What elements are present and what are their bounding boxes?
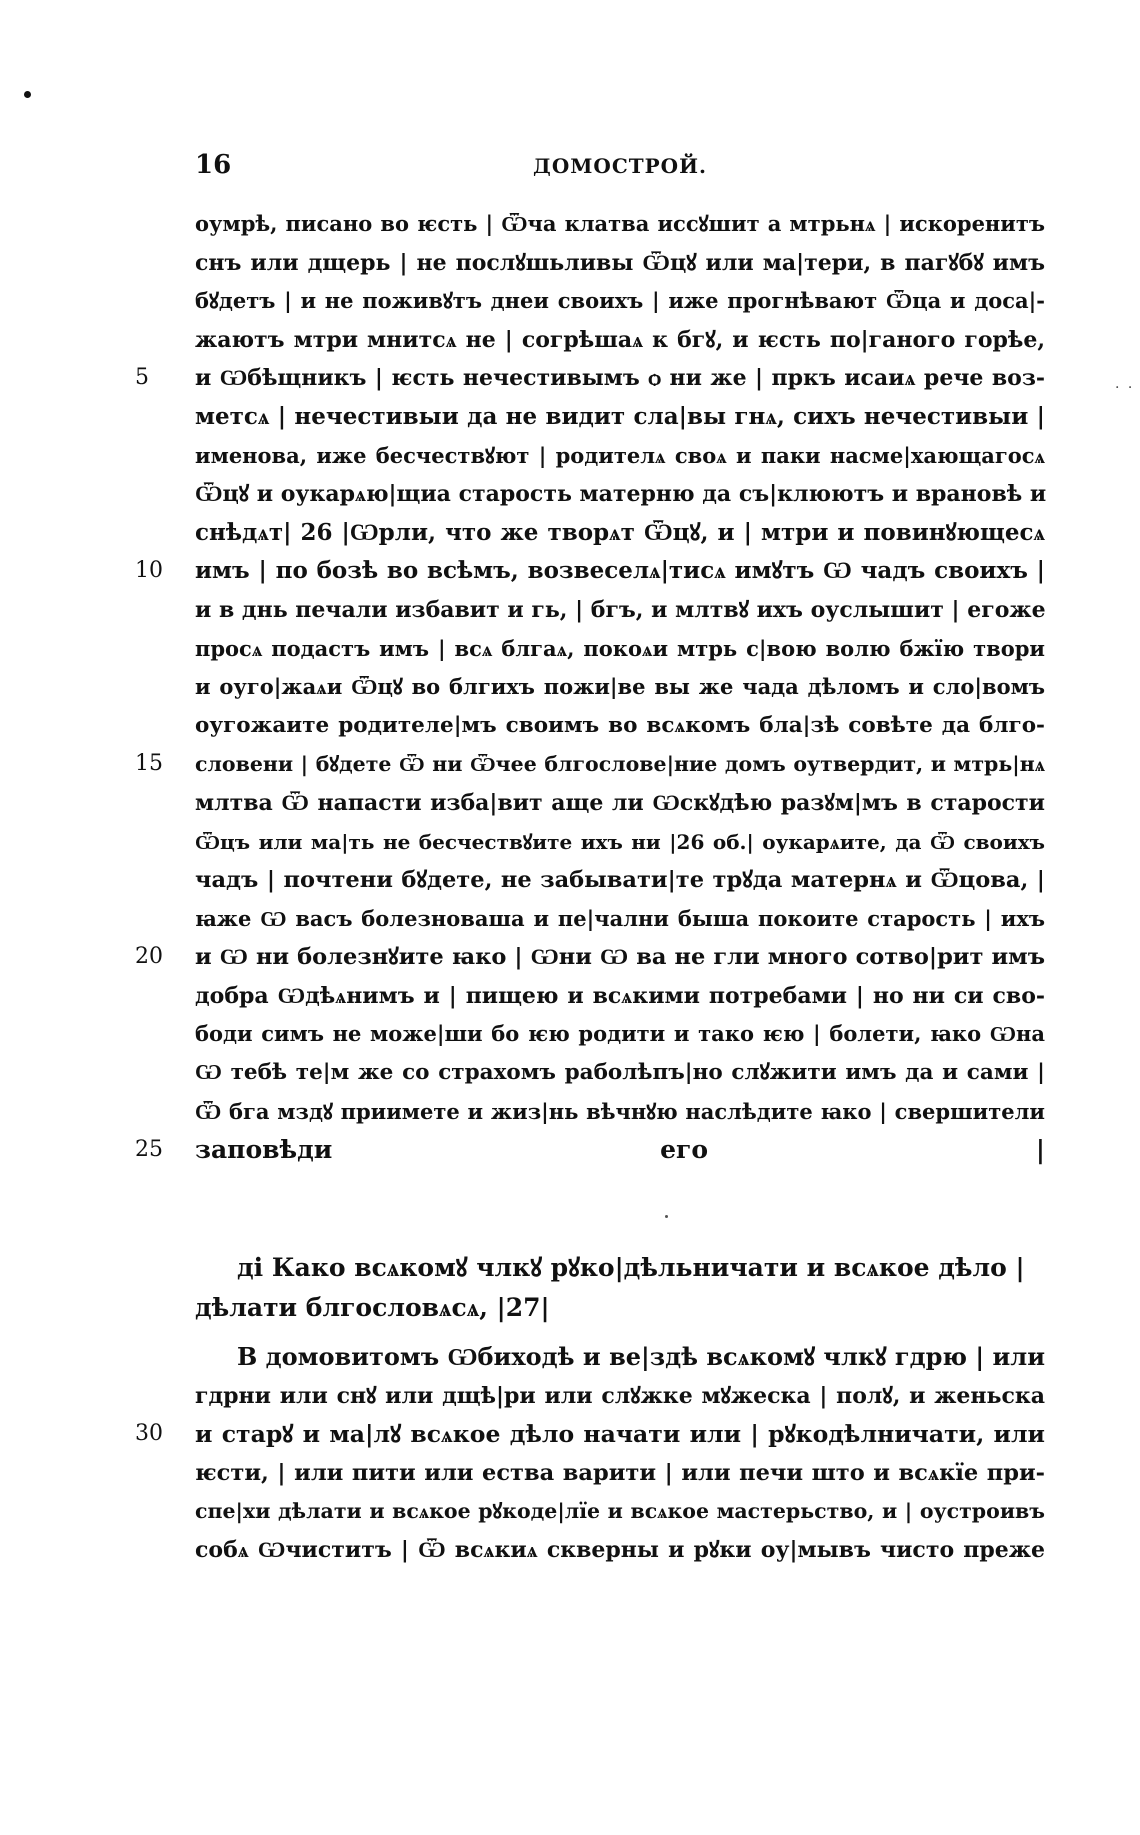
line-text: гдрни или снꙋ или дщѣ|ри или слꙋжке мꙋжеска | полꙋ, и женьска [195,1382,1045,1409]
text-line [195,784,1045,823]
line-text: метсѧ | нечестивыи да не видит сла|вы гнѧ, сихъ нечестивыи | [195,402,1045,430]
line-text: именова, иже бесчествꙋют | родителѧ своѧ и паки насме|хающагосѧ [195,442,1045,468]
text-line [135,1131,1045,1170]
text-line [195,630,1045,669]
section-number: ді [237,1253,264,1282]
text-line [195,321,1045,360]
line-text: и в днь печали избавит и гь, | бгъ, и млтвꙋ ихъ оуслышит | егоже [195,596,1046,623]
text-line [195,591,1045,630]
section-heading-text: дѣлати блгословѧсѧ, |27| [195,1293,550,1322]
text-line [135,938,1045,977]
line-text: снѣдѧт| 26 |Ѡрли, что же творѧт Ѿцꙋ, и | мтри и повинꙋющесѧ [195,518,1045,546]
text-line [195,398,1045,437]
text-line [195,900,1045,939]
text-line [135,359,1045,398]
line-text: млтва Ѿ напасти изба|вит аще ли Ѡскꙋдѣю разꙋм|мъ в старости [195,789,1045,816]
line-text: Ѡ тебѣ те|м же со страхомъ раболѣпъ|но слꙋжити имъ да и сами | [195,1060,1045,1086]
section-heading [195,1248,1045,1328]
line-text: просѧ подастъ имъ | всѧ блгаѧ, покоѧи мтрь с|вою волю бжїю твори [195,635,1045,661]
text-line [195,282,1045,321]
line-text: ꙗже Ѡ васъ болезноваша и пе|чални быша покоите старость | ихъ [195,905,1045,931]
section-text-block [135,1338,1045,1570]
ink-dot-mark [665,1215,668,1218]
text-line [195,1531,1045,1570]
line-text: заповѣди его | [195,1135,1045,1165]
text-line [135,552,1045,591]
line-text: бꙋдетъ | и не поживꙋтъ днеи своихъ | иже прогнѣвают Ѿца и доса|- [195,288,1045,314]
line-text: боди симъ не може|ши бо ѥю родити и тако ѥю | болети, ꙗко Ѡна [195,1021,1045,1047]
text-line [195,668,1045,707]
line-number: 15 [135,751,163,777]
line-text: спе|хи дѣлати и всѧкое рꙋкоде|лїе и всѧкое мастерьство, и | оустроивъ [195,1499,1045,1524]
line-number: 5 [135,365,149,391]
line-text: и оуго|жаѧи Ѿцꙋ во блгихъ пожи|ве вы же чада дѣломъ и сло|вомъ [195,674,1045,700]
text-line [195,1377,1045,1416]
line-text: чадъ | почтени бꙋдете, не забывати|те трꙋда матернѧ и Ѿцова, | [195,867,1045,894]
text-line [195,823,1045,862]
line-number: 10 [135,558,163,584]
text-line [195,1338,1045,1377]
text-line [135,745,1045,784]
text-line [195,1015,1045,1054]
text-line [135,1415,1045,1454]
line-text: Ѿцꙋ и оукарѧю|щиа старость матерню да съ|клюютъ и врановѣ и [195,481,1047,508]
line-text: словени | бꙋдете Ѿ ни Ѿчее блгослове|ние домъ оутвердит, и мтрь|нѧ [195,752,1045,777]
ink-speck-mark: · · [1115,380,1135,396]
page-number: 16 [195,150,232,180]
line-number: 25 [135,1137,163,1163]
line-text: ѥсти, | или пити или ества варити | или печи што и всѧкїе при- [195,1459,1045,1486]
text-line [195,205,1045,244]
line-text: собѧ Ѡчиститъ | Ѿ всѧкиѧ скверны и рꙋки оу|мывъ чисто преже [195,1536,1045,1563]
line-text: В домовитомъ Ѡбиходѣ и ве|здѣ всѧкомꙋ члкꙋ гдрю | или [237,1342,1045,1371]
line-text: имъ | по бозѣ во всѣмъ, возвеселѧ|тисѧ имꙋтъ Ѡ чадъ своихъ | [195,557,1045,585]
line-text: и старꙋ и ма|лꙋ всѧкое дѣло начати или | рꙋкодѣлничати, или [195,1420,1045,1449]
line-number: 30 [135,1421,163,1447]
page-header [195,150,1045,186]
text-line [195,437,1045,476]
line-text: Ѿ бга мздꙋ приимете и жиз|нь вѣчнꙋю наслѣдите ꙗко | свершители [195,1098,1045,1124]
main-text-block [135,205,1047,1170]
text-line [195,861,1045,900]
section-heading-line [195,1248,1045,1288]
text-line [195,1054,1045,1093]
line-text: и Ѡ ни болезнꙋите ꙗко | Ѡни Ѡ ва не гли много сотво|рит имъ [195,944,1045,971]
line-text: жаютъ мтри мнитсѧ не | согрѣшаѧ к бгꙋ, и ѥсть по|ганого горѣе, [195,326,1045,353]
running-title: ДОМОСТРОЙ. [533,154,707,178]
text-line [195,1093,1045,1132]
text-line [195,1492,1045,1531]
section-heading-text: Како всѧкомꙋ члкꙋ рꙋко|дѣльничати и всѧкое дѣло | [271,1253,1025,1282]
text-line [195,475,1045,514]
line-text: и Ѡбѣщникъ | ѥсть нечестивымъ ѻ ни же | пркъ исаиѧ рече воз- [195,365,1045,392]
line-text: оугожаите родителе|мъ своимъ во всѧкомъ бла|зѣ совѣте да блго- [195,712,1045,738]
line-text: Ѿцъ или ма|ть не бесчествꙋите ихъ ни |26 об.| оукарѧите, да Ѿ своихъ [195,829,1045,854]
ink-dot-mark [24,91,31,98]
text-line [195,707,1045,746]
line-text: добра Ѡдѣѧнимъ и | пищею и всѧкими потребами | но ни си сво- [195,982,1045,1009]
line-text: снъ или дщерь | не послꙋшьливы Ѿцꙋ или ма|тери, в пагꙋбꙋ имъ [195,249,1045,276]
text-line [195,977,1045,1016]
text-line [195,1454,1045,1493]
text-line [195,244,1045,283]
text-line [195,514,1045,553]
line-text: оумрѣ, писано во ѥсть | Ѿча клатва иссꙋшит а мтрьнѧ | искоренитъ [195,211,1045,236]
section-heading-line [195,1288,1045,1328]
line-number: 20 [135,944,163,970]
